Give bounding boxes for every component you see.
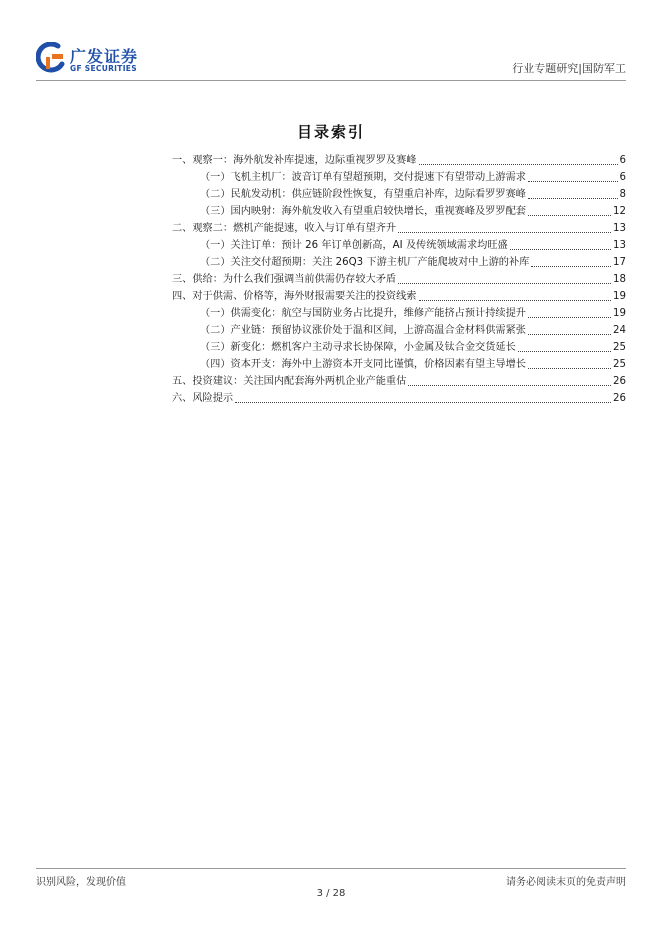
- toc-entry[interactable]: [172, 151, 626, 168]
- footer-divider: [36, 868, 626, 869]
- toc-entry[interactable]: [172, 287, 626, 304]
- toc-leader-dots: [398, 283, 611, 284]
- toc-leader-dots: [419, 300, 612, 301]
- toc-leader-dots: [531, 266, 611, 267]
- toc-leader-dots: [518, 351, 611, 352]
- footer-slogan: 识别风险，发现价值: [36, 877, 126, 888]
- toc-leader-dots: [235, 402, 611, 403]
- toc-leader-dots: [528, 334, 611, 335]
- toc-entry-text: （一）供需变化：航空与国防业务占比提升，维修产能挤占预计持续提升: [200, 308, 526, 319]
- toc-leader-dots: [510, 249, 611, 250]
- report-category: 行业专题研究|国防军工: [512, 62, 626, 75]
- toc-leader-dots: [528, 368, 611, 369]
- toc-entry-page: 6: [619, 172, 626, 183]
- toc-entry-text: 四、对于供需、价格等，海外财报需要关注的投资线索: [172, 291, 417, 302]
- toc-entry-page: 12: [613, 206, 626, 217]
- toc-leader-dots: [528, 215, 611, 216]
- toc-entry[interactable]: [172, 304, 626, 321]
- logo-english-name: GF SECURITIES: [70, 64, 137, 73]
- toc-entry-text: 六、风险提示: [172, 393, 234, 404]
- toc-entry-page: 26: [613, 393, 626, 404]
- toc-entry-page: 13: [613, 240, 626, 251]
- toc-entry-text: （二）民航发动机：供应链阶段性恢复，有望重启补库，边际看罗罗赛峰: [200, 189, 526, 200]
- toc-entry-text: （三）国内映射：海外航发收入有望重启较快增长，重视赛峰及罗罗配套: [200, 206, 526, 217]
- toc-entry[interactable]: [172, 372, 626, 389]
- toc-leader-dots: [528, 317, 611, 318]
- toc-entry-page: 18: [613, 274, 626, 285]
- toc-entry[interactable]: [172, 236, 626, 253]
- toc-entry[interactable]: [172, 321, 626, 338]
- toc-entry-page: 24: [613, 325, 626, 336]
- toc-entry[interactable]: [172, 253, 626, 270]
- gf-logo-mark-icon: [36, 42, 66, 74]
- toc-entry[interactable]: [172, 338, 626, 355]
- toc-entry-text: （四）资本开支：海外中上游资本开支同比谨慎，价格因素有望主导增长: [200, 359, 526, 370]
- toc-entry[interactable]: [172, 219, 626, 236]
- toc-entry-page: 25: [613, 359, 626, 370]
- toc-entry-page: 26: [613, 376, 626, 387]
- logo-chinese-name: 广发证券: [70, 47, 139, 66]
- header-divider: [36, 80, 626, 81]
- toc-leader-dots: [419, 164, 618, 165]
- toc-entry-page: 19: [613, 308, 626, 319]
- toc-entry[interactable]: [172, 202, 626, 219]
- toc-entry-text: （一）飞机主机厂：波音订单有望超预期，交付提速下有望带动上游需求: [200, 172, 526, 183]
- toc-entry[interactable]: [172, 389, 626, 406]
- footer-disclaimer-note: 请务必阅读末页的免责声明: [506, 877, 626, 888]
- toc-entry[interactable]: [172, 355, 626, 372]
- toc-entry-text: （二）产业链：预留协议涨价处于温和区间，上游高温合金材料供需紧张: [200, 325, 526, 336]
- toc-entry-text: （一）关注订单：预计 26 年订单创新高，AI 及传统领域需求均旺盛: [200, 240, 508, 251]
- toc-entry-text: （二）关注交付超预期：关注 26Q3 下游主机厂产能爬坡对中上游的补库: [200, 257, 530, 268]
- toc-leader-dots: [408, 385, 611, 386]
- toc-entry-page: 17: [613, 257, 626, 268]
- page-number: 3 / 28: [316, 888, 346, 899]
- toc-entry-page: 8: [619, 189, 626, 200]
- toc-entry-page: 6: [619, 155, 626, 166]
- toc-entry-text: 一、观察一：海外航发补库提速，边际重视罗罗及赛峰: [172, 155, 417, 166]
- toc-entry-text: 二、观察二：燃机产能提速，收入与订单有望齐升: [172, 223, 397, 234]
- toc-entry-page: 25: [613, 342, 626, 353]
- toc-entry-page: 13: [613, 223, 626, 234]
- toc-entry[interactable]: [172, 270, 626, 287]
- toc-entry[interactable]: [172, 185, 626, 202]
- toc-leader-dots: [528, 181, 618, 182]
- toc-leader-dots: [398, 232, 611, 233]
- toc-entry-text: 三、供给：为什么我们强调当前供需仍存较大矛盾: [172, 274, 397, 285]
- toc-title: 目录索引: [296, 123, 365, 141]
- toc-entry-text: 五、投资建议：关注国内配套海外两机企业产能重估: [172, 376, 407, 387]
- toc-entry-text: （三）新变化：燃机客户主动寻求长协保障，小金属及钛合金交货延长: [200, 342, 516, 353]
- table-of-contents: [172, 151, 626, 406]
- gf-securities-logo: [36, 42, 146, 78]
- toc-leader-dots: [528, 198, 618, 199]
- toc-entry-page: 19: [613, 291, 626, 302]
- toc-entry[interactable]: [172, 168, 626, 185]
